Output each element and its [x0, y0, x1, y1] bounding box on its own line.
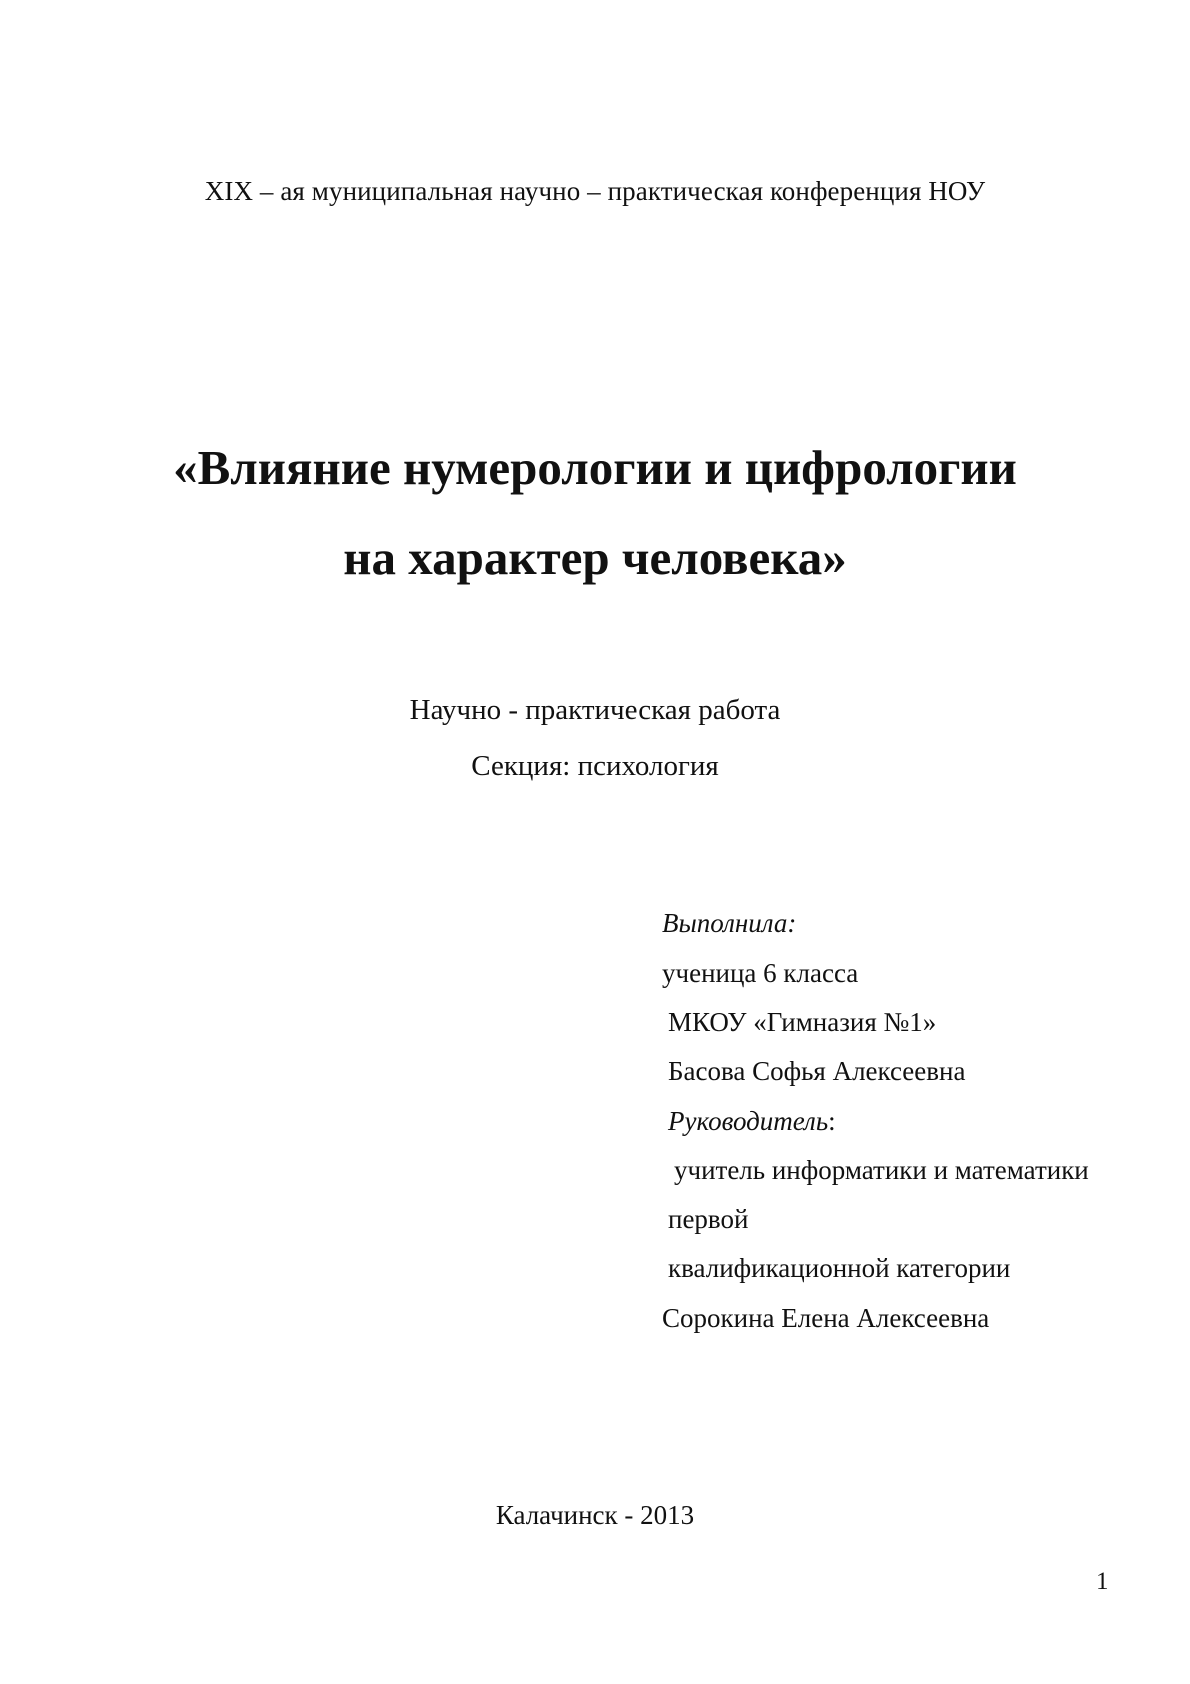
- performed-label: Выполнила:: [662, 908, 797, 938]
- work-title-line-2: на характер человека»: [343, 530, 847, 585]
- supervisor-position: учитель информатики и математики: [674, 1155, 1089, 1185]
- conference-title: XIX – ая муниципальная научно – практическая конференция НОУ: [204, 176, 986, 206]
- supervisor-category-1: первой: [668, 1204, 749, 1234]
- city-year: Калачинск - 2013: [495, 1500, 695, 1530]
- section-label: Секция: психология: [471, 750, 719, 782]
- supervisor-category-2: квалификационной категории: [668, 1253, 1011, 1283]
- author-grade: ученица 6 класса: [662, 958, 859, 988]
- work-type: Научно - практическая работа: [409, 694, 781, 726]
- page-number: 1: [1096, 1568, 1109, 1595]
- author-school: МКОУ «Гимназия №1»: [668, 1007, 937, 1037]
- work-title-line-1: «Влияние нумерологии и цифрологии: [173, 440, 1017, 495]
- author-name: Басова Софья Алексеевна: [668, 1056, 966, 1086]
- supervisor-name: Сорокина Елена Алексеевна: [662, 1303, 990, 1333]
- supervisor-label: Руководитель: [668, 1106, 829, 1136]
- supervisor-colon: :: [828, 1106, 836, 1136]
- supervisor-label-line: [668, 1108, 836, 1135]
